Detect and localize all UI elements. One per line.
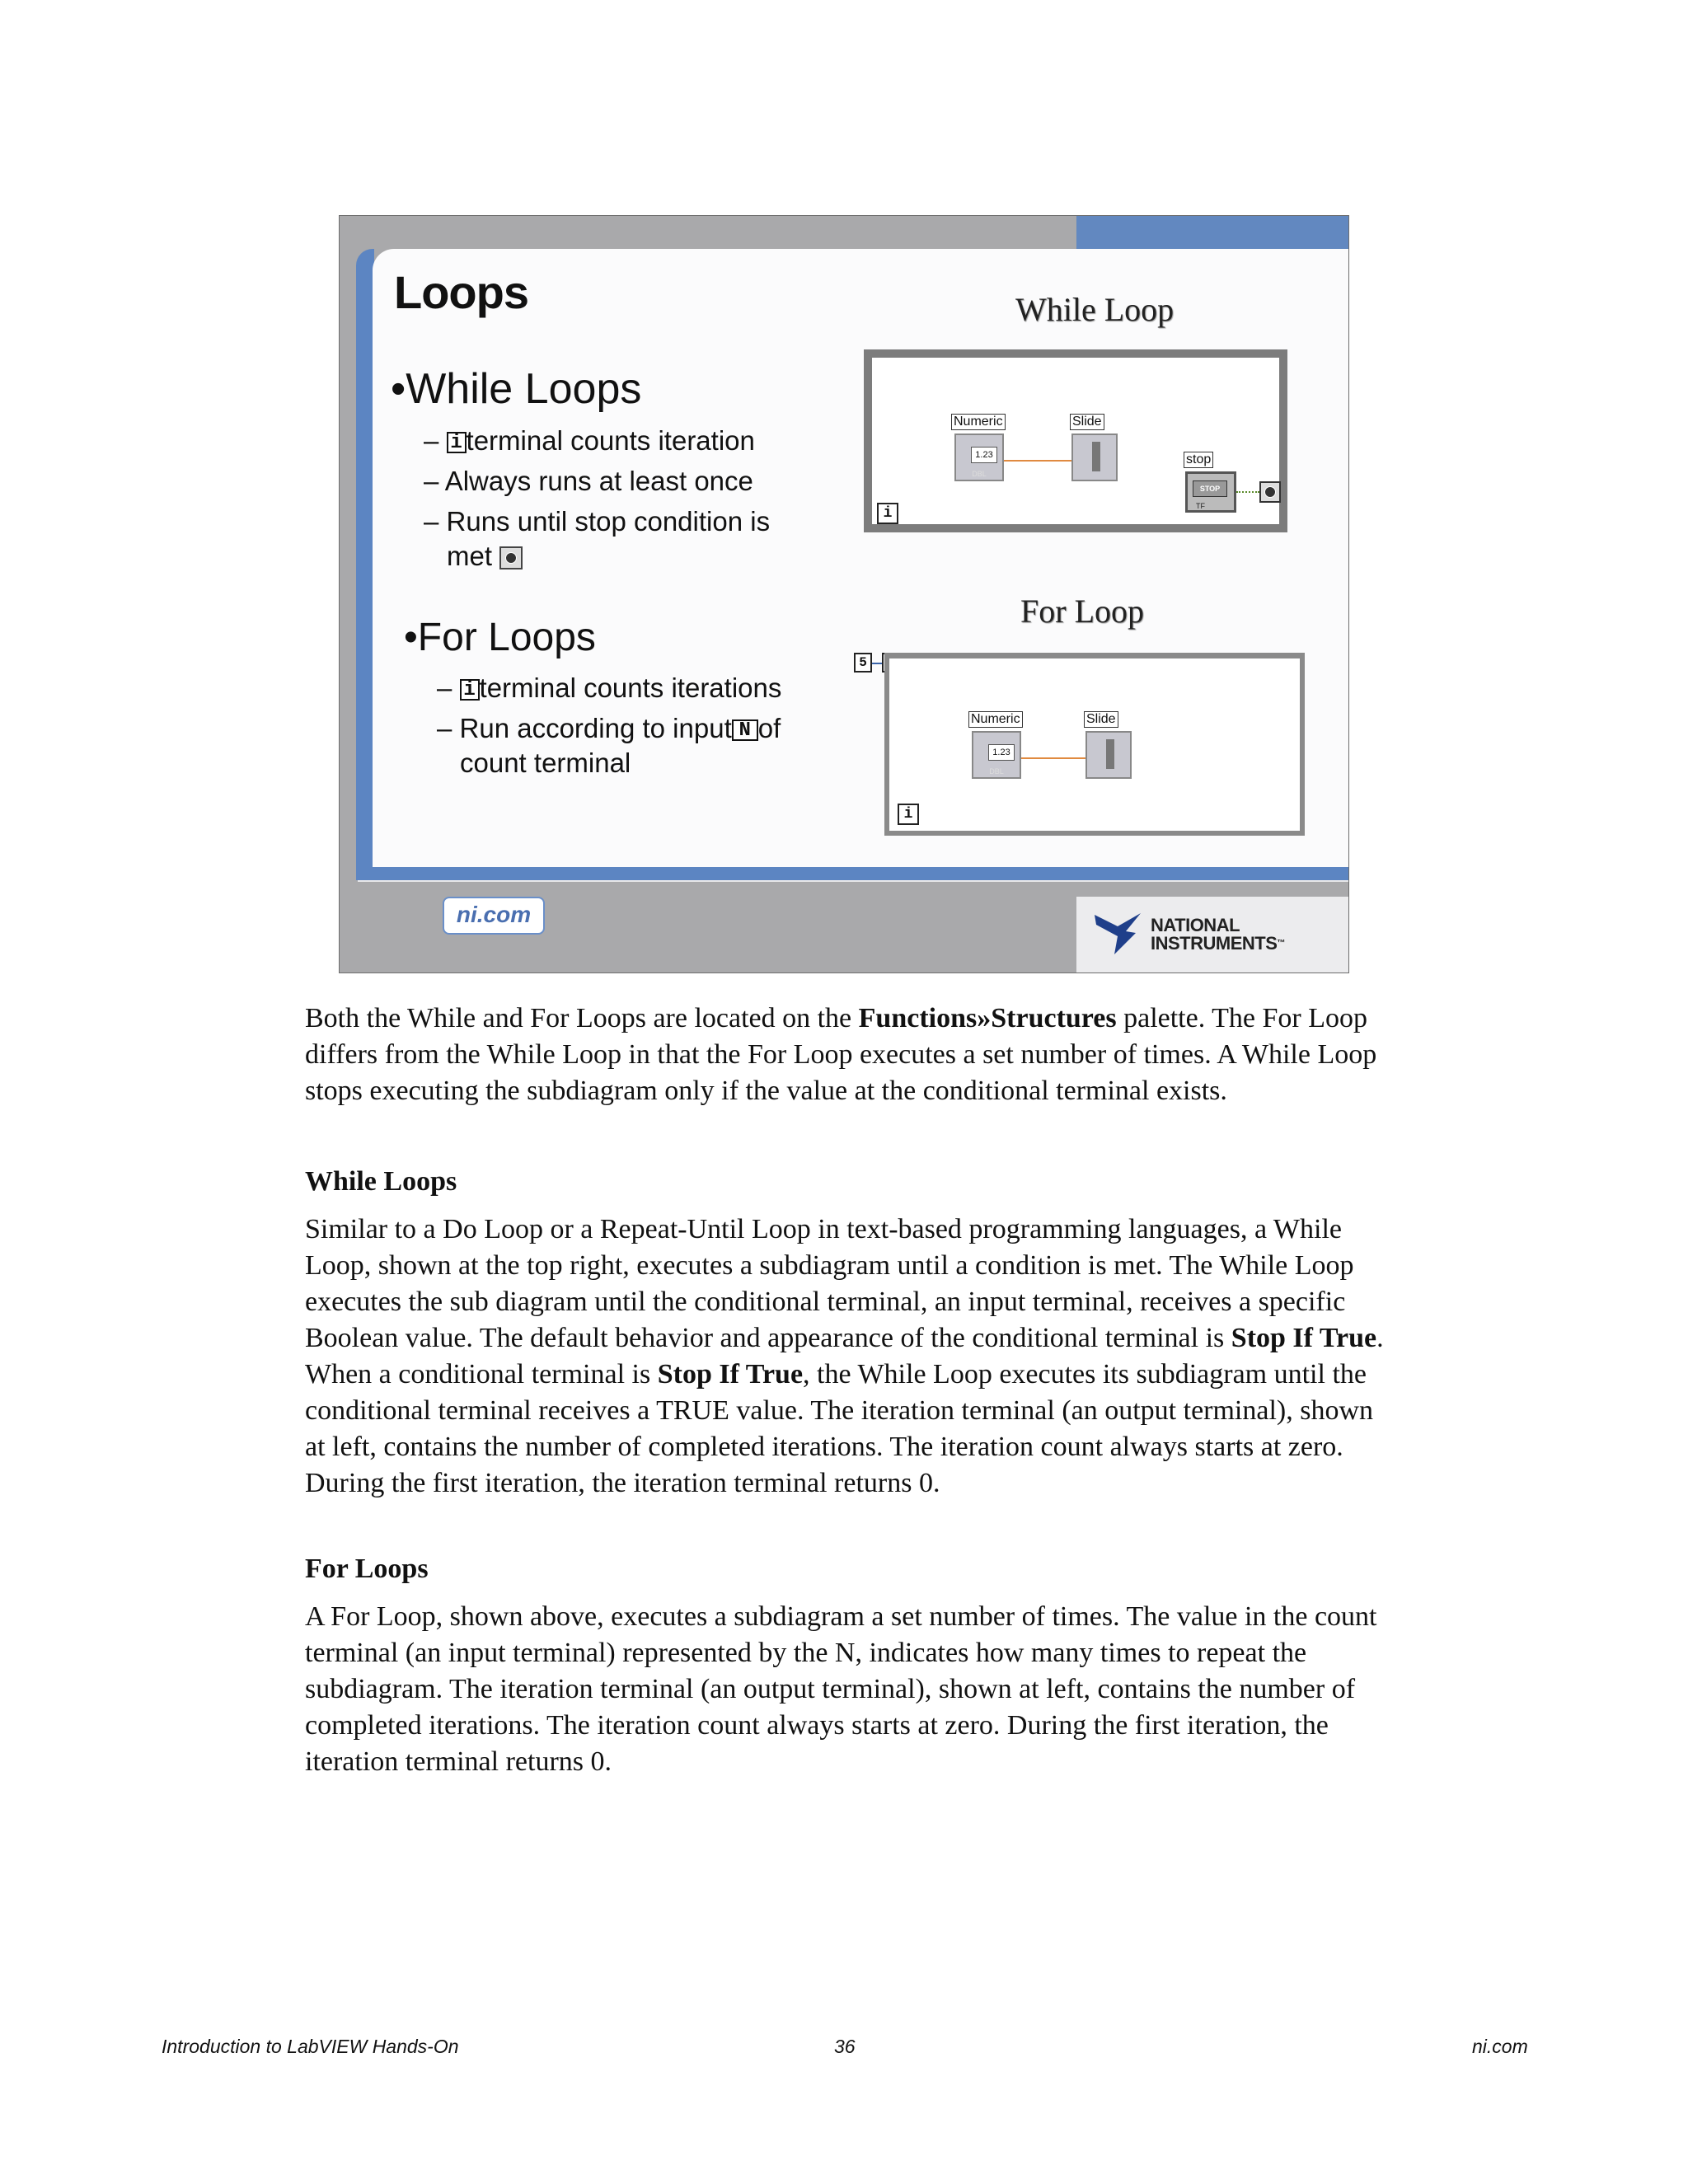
bullet-for-loops: •For Loops [404, 616, 596, 659]
bullet-while-loops: •While Loops [391, 365, 642, 413]
data-wire [1021, 757, 1085, 759]
numeric-control-node: 1.23 DBL [972, 731, 1021, 779]
footer-document-title: Introduction to LabVIEW Hands-On [162, 2036, 459, 2057]
slide-indicator-node [1085, 731, 1132, 779]
slide-bottom-accent-bar [356, 867, 1349, 880]
stop-button-node: STOP TF [1185, 471, 1236, 513]
footer-website: ni.com [1472, 2036, 1528, 2057]
count-wire [872, 663, 882, 664]
slide-top-accent-bar [1076, 216, 1348, 249]
footer-page-number: 36 [834, 2036, 856, 2057]
for-loop-diagram [884, 653, 1305, 836]
ni-eagle-icon [1093, 908, 1142, 958]
slide-node-label: Slide [1070, 414, 1104, 430]
intro-paragraph: Both the While and For Loops are located on the Functions»Structures palette. The For Loop differs from the While Loop in that the For Loop executes a set number of times. A While Loop stops executing the subdiagram only if the value at the conditional terminal exists. [305, 1003, 1377, 1106]
slide-indicator-node [1071, 434, 1118, 481]
while-item-1: – i terminal counts iteration [424, 425, 755, 456]
slide-title: Loops [394, 266, 528, 318]
slide-footer-divider [358, 880, 1349, 882]
for-item-2: – Run according to input N of [437, 713, 781, 743]
iteration-terminal-icon: i [460, 679, 480, 701]
slide-node-label: Slide [1084, 711, 1118, 728]
while-loop-diagram-label: While Loop [1015, 291, 1175, 328]
iteration-terminal-icon: i [877, 503, 898, 524]
count-terminal-icon: N [732, 719, 758, 741]
numeric-control-node: 1.23 DBL [954, 434, 1004, 481]
iteration-terminal-icon: i [898, 804, 919, 825]
national-instruments-logo: NATIONAL INSTRUMENTS™ [1093, 908, 1282, 958]
for-item-1: – i terminal counts iterations [437, 673, 782, 703]
count-constant: 5 [854, 653, 872, 673]
numeric-node-label: Numeric [968, 711, 1023, 728]
for-loops-heading: For Loops [305, 1554, 429, 1584]
for-item-2-cont: count terminal [460, 748, 631, 778]
slide-figure [339, 215, 1349, 973]
while-item-2: – Always runs at least once [424, 466, 753, 496]
while-item-3-cont: met [447, 541, 523, 572]
while-loops-heading: While Loops [305, 1166, 457, 1197]
conditional-terminal-icon [499, 546, 523, 569]
nicom-badge: ni.com [443, 897, 545, 935]
conditional-terminal-icon [1259, 481, 1281, 503]
while-loop-diagram [864, 349, 1287, 532]
slide-left-accent-bar [356, 249, 374, 875]
stop-node-label: stop [1184, 452, 1213, 468]
while-loops-paragraph: Similar to a Do Loop or a Repeat-Until Loop in text-based programming languages, a While Loop, shown at the top right, executes a subdiagram until a condition is met. The While Loop executes the sub diagram until the conditional terminal, an input terminal, receives a specific Boolean value. The default behavior and appearance of the conditional terminal is Stop If True. When a conditional terminal is Stop If True, the While Loop executes its subdiagram until the conditional terminal receives a TRUE value. The iteration terminal (an output terminal), shown at left, contains the number of completed iterations. The iteration count always starts at zero. During the first iteration, the iteration terminal returns 0. [305, 1214, 1384, 1498]
for-loop-diagram-label: For Loop [1020, 593, 1144, 630]
iteration-terminal-icon: i [447, 432, 467, 453]
for-loops-paragraph: A For Loop, shown above, executes a subdiagram a set number of times. The value in the count terminal (an input terminal) represented by the N, indicates how many times to repeat the subdiagram. The iteration terminal (an output terminal), shown at left, contains the number of completed iterations. The iteration count always starts at zero. During the first iteration, the iteration terminal returns 0. [305, 1601, 1377, 1777]
boolean-wire [1236, 491, 1259, 493]
while-item-3: – Runs until stop condition is [424, 506, 771, 537]
data-wire [1004, 460, 1071, 462]
numeric-node-label: Numeric [951, 414, 1006, 430]
